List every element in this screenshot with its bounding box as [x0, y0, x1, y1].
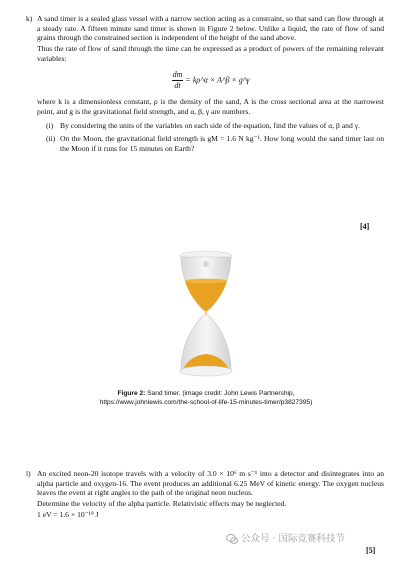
watermark-text: 公众号 · 国际竞赛科技节 — [241, 533, 346, 545]
wechat-watermark — [226, 533, 345, 546]
timer-upper-sand-surface — [185, 279, 227, 284]
part-i-text: By considering the units of the variables on each side of the equation, find the values of α, β and γ. — [60, 120, 360, 130]
question-k-marks: [4] — [360, 222, 370, 231]
part-ii-label: (ii) — [46, 134, 56, 144]
question-l-constant: 1 eV = 1.6 × 10⁻¹⁹ J — [37, 509, 99, 519]
caption-url: https://www.johnlewis.com/the-school-of-life-15-minutes-timer/p3827395) — [99, 398, 313, 406]
equation-denominator: dt — [174, 80, 181, 90]
wechat-icon — [226, 533, 238, 545]
question-k-part-i — [46, 120, 384, 131]
equation-rhs: = kρ^α × A^β × g^γ — [185, 75, 250, 85]
question-k-intro: A sand timer is a sealed glass vessel with a narrow section acting as a constraint, so that sand can flow through at a steady rate. A fifteen minute sand timer is shown in Figure 2 below. Unlike a liquid, the rate of flow of sand grains through the constrained section is independent of the height of the sand above. — [37, 14, 384, 43]
question-l-task: Determine the velocity of the alpha particle. Relativistic effects may be neglected. — [37, 499, 287, 509]
timer-upper-sand — [185, 281, 227, 311]
question-k-label: k) — [26, 14, 33, 23]
question-k-statement: Thus the rate of flow of sand through the time can be expressed as a product of powers of the remaining relevant variables: — [37, 44, 384, 63]
question-l — [26, 469, 384, 520]
timer-bottom-cap — [180, 366, 232, 376]
sand-timer-figure — [168, 248, 244, 380]
part-ii-text: On the Moon, the gravitational field strength is gM = 1.6 N kg⁻¹. How long would the sand timer last on the Moon if it runs for 15 minutes on Earth? — [60, 134, 384, 153]
question-k-part-ii — [46, 134, 384, 153]
caption-label: Figure 2: — [117, 390, 146, 397]
equation-fraction — [172, 70, 184, 91]
page-number: [5] — [366, 546, 376, 555]
question-l-intro: An excited neon-20 isotope travels with a velocity of 3.0 × 10⁶ m s⁻¹ into a detector and disintegrates into an alpha particle and oxygen-16. The event produces an additional 6.25 MeV of kinetic energy. The oxygen nucleus leaves the event at right angles to the path of the original neon nucleus. — [37, 469, 384, 498]
caption-text: Sand timer. (image credit: John Lewis Partnership, — [145, 390, 295, 397]
part-i-label: (i) — [46, 120, 54, 130]
equation-numerator: dm — [172, 70, 184, 81]
timer-logo-mark — [203, 261, 209, 267]
question-k-variables: where k is a dimensionless constant, ρ is the density of the sand, A is the cross sectional area at the narrowest point, and g is the gravitational field strength, and α, β, γ are numbers. — [37, 97, 384, 116]
sand-timer-illustration — [168, 248, 244, 380]
flow-rate-equation — [37, 70, 384, 91]
question-l-label: l) — [26, 469, 31, 478]
figure-caption — [60, 390, 352, 408]
question-k — [26, 14, 384, 154]
